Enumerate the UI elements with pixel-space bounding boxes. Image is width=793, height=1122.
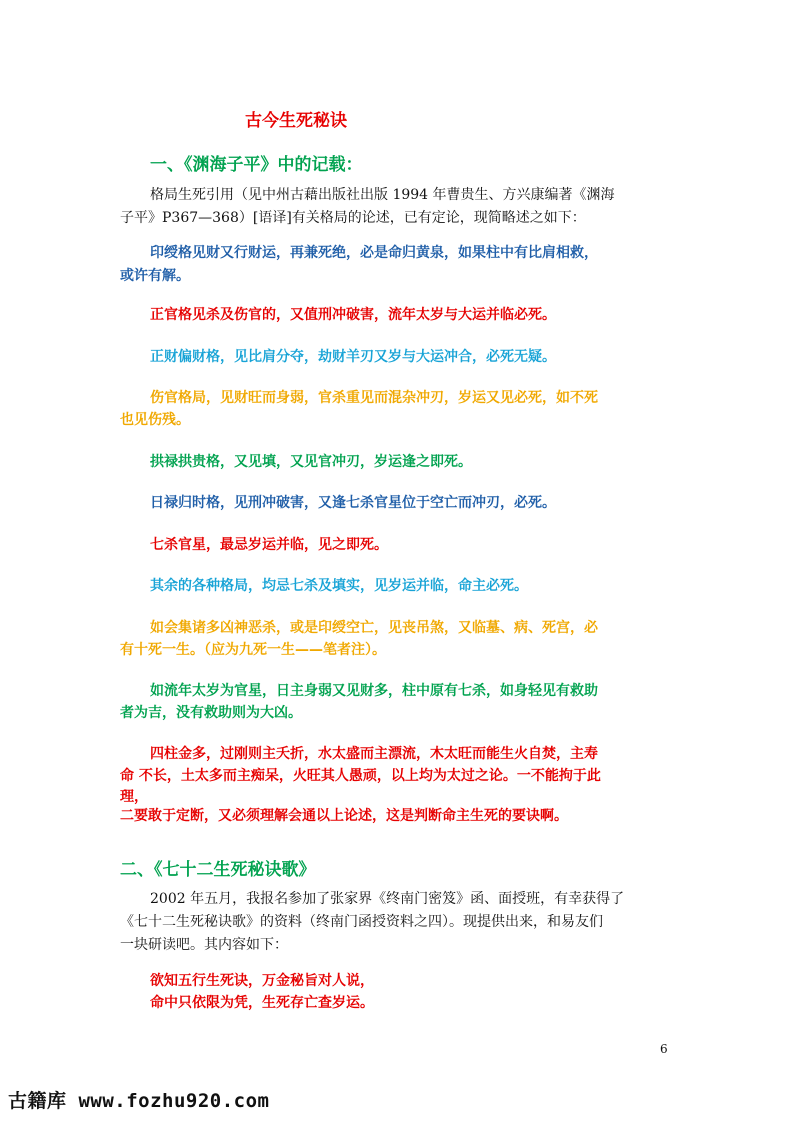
paragraph-qiyu: 其余的各种格局，均忌七杀及填实，见岁运并临，命主必死。 xyxy=(150,578,528,594)
paragraph-sizhu-line3: 理， xyxy=(120,789,148,805)
paragraph-liunian-line2: 者为吉，没有救助则为大凶。 xyxy=(120,705,302,721)
paragraph-liunian-line1: 如流年太岁为官星，日主身弱又见财多，柱中原有七杀，如身轻见有救助 xyxy=(150,683,598,699)
paragraph-shangguan-line1: 伤官格局，见财旺而身弱，官杀重见而混杂冲刃，岁运又见必死，如不死 xyxy=(150,390,598,406)
page-number: 6 xyxy=(660,1042,668,1056)
paragraph-rilu: 日禄归时格，见刑冲破害，又逢七杀官星位于空亡而冲刃，必死。 xyxy=(150,495,556,511)
page-title: 古今生死秘诀 xyxy=(245,111,347,131)
section1-heading: 一、《渊海子平》中的记载： xyxy=(150,155,363,175)
section2-intro-line1: 2002 年五月，我报名参加了张家界《终南门密笈》函、面授班，有幸获得了 xyxy=(150,891,625,907)
verse-line2: 命中只依限为凭，生死存亡查岁运。 xyxy=(150,995,374,1011)
paragraph-yinshou-line1: 印绶格见财又行财运，再兼死绝，必是命归黄泉，如果柱中有比肩相救， xyxy=(150,245,598,261)
section1-intro-line2: 子平》P367—368）[语译]有关格局的论述，已有定论，现简略述之如下： xyxy=(120,210,586,226)
section2-intro-line3: 一块研读吧。其内容如下： xyxy=(120,937,288,953)
paragraph-sizhu-line2: 命 不长，土太多而主痴呆，火旺其人愚顽，以上均为太过之论。一不能拘于此 xyxy=(120,768,601,784)
paragraph-zhengcai: 正财偏财格，见比肩分夺，劫财羊刃又岁与大运冲合，必死无疑。 xyxy=(150,349,556,365)
paragraph-sizhu-line4: 二要敢于定断，又必须理解会通以上论述，这是判断命主生死的要诀啊。 xyxy=(120,808,568,824)
verse-line1: 欲知五行生死诀，万金秘旨对人说， xyxy=(150,973,374,989)
section2-heading: 二、《七十二生死秘诀歌》 xyxy=(120,860,316,880)
paragraph-zhengguan: 正官格见杀及伤官的，又值刑冲破害，流年太岁与大运并临必死。 xyxy=(150,307,556,323)
footer-brand: 古籍库 xyxy=(8,1090,67,1112)
paragraph-xiongsha-line1: 如会集诸多凶神恶杀，或是印绶空亡，见丧吊煞，又临墓、病、死宫，必 xyxy=(150,620,598,636)
paragraph-sizhu-line1: 四柱金多，过刚则主夭折，水太盛而主漂流，木太旺而能生火自焚，主寿 xyxy=(150,746,598,762)
section2-intro-line2: 《七十二生死秘诀歌》的资料（终南门函授资料之四）。现提供出来，和易友们 xyxy=(120,914,603,930)
paragraph-xiongsha-line2: 有十死一生。（应为九死一生——笔者注）。 xyxy=(120,642,386,658)
paragraph-gonglu: 拱禄拱贵格，又见填，又见官冲刃，岁运逢之即死。 xyxy=(150,454,472,470)
paragraph-yinshou-line2: 或许有解。 xyxy=(120,268,190,284)
paragraph-qisha: 七杀官星，最忌岁运并临，见之即死。 xyxy=(150,537,388,553)
footer-watermark xyxy=(8,1086,270,1113)
paragraph-shangguan-line2: 也见伤残。 xyxy=(120,412,190,428)
section1-intro-line1: 格局生死引用（见中州古藉出版社出版 1994 年曹贵生、方兴康编著《渊海 xyxy=(150,187,615,203)
footer-url: www.fozhu920.com xyxy=(78,1090,270,1112)
